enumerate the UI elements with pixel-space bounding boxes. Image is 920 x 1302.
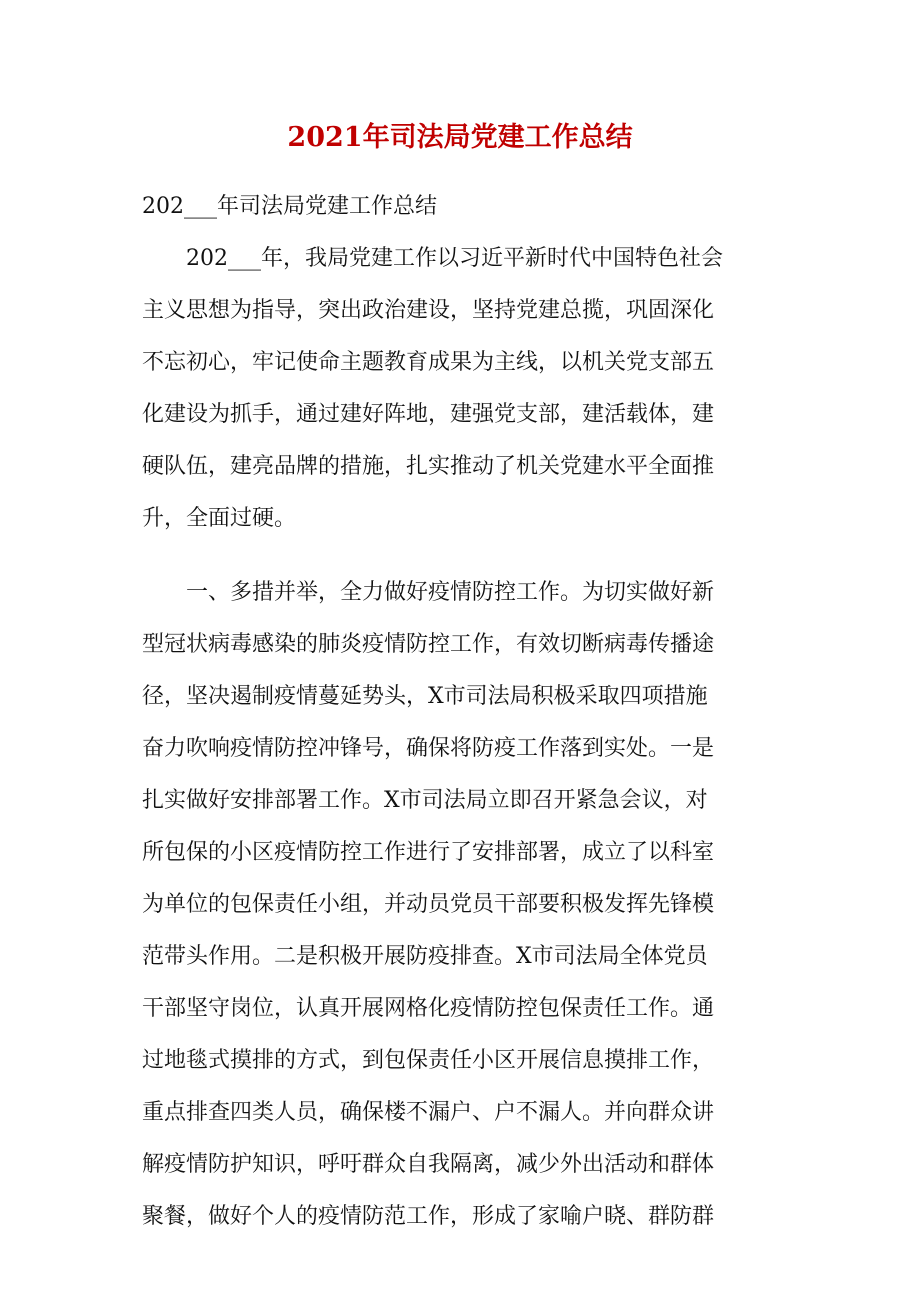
paragraph-line: 过地毯式摸排的方式，到包保责任小区开展信息摸排工作， [142, 1048, 715, 1073]
paragraph-line: 化建设为抓手，通过建好阵地，建强党支部，建活载体，建 [142, 402, 715, 427]
paragraph-line: 奋力吹响疫情防控冲锋号，确保将防疫工作落到实处。一是 [142, 736, 715, 761]
document-subtitle [142, 181, 782, 233]
paragraph-line: 径，坚决遏制疫情蔓延势头，X市司法局积极采取四项措施 [142, 684, 708, 709]
paragraph-line: 202___年，我局党建工作以习近平新时代中国特色社会 [186, 246, 723, 271]
paragraph-line: 硬队伍，建亮品牌的措施，扎实推动了机关党建水平全面推 [142, 454, 715, 479]
paragraph-line: 所包保的小区疫情防控工作进行了安排部署，成立了以科室 [142, 840, 715, 865]
paragraph-line: 主义思想为指导，突出政治建设，坚持党建总揽，巩固深化 [142, 298, 715, 323]
paragraph-epidemic-control [142, 567, 782, 1243]
document-title: 2021年司法局党建工作总结 [287, 122, 633, 153]
paragraph-line: 解疫情防护知识，呼吁群众自我隔离，减少外出活动和群体 [142, 1152, 715, 1177]
paragraph-line: 重点排查四类人员，确保楼不漏户、户不漏人。并向群众讲 [142, 1100, 715, 1125]
paragraph-line: 型冠状病毒感染的肺炎疫情防控工作，有效切断病毒传播途 [142, 632, 715, 657]
paragraph-line: 升，全面过硬。 [142, 506, 297, 531]
paragraph-line: 一、多措并举，全力做好疫情防控工作。为切实做好新 [186, 580, 715, 605]
paragraph-line: 扎实做好安排部署工作。X市司法局立即召开紧急会议，对 [142, 788, 708, 813]
subtitle-line: 202___年司法局党建工作总结 [142, 194, 437, 219]
paragraph-line: 范带头作用。二是积极开展防疫排查。X市司法局全体党员 [142, 944, 708, 969]
paragraph-line: 为单位的包保责任小组，并动员党员干部要积极发挥先锋模 [142, 892, 715, 917]
paragraph-line: 聚餐，做好个人的疫情防范工作，形成了家喻户晓、群防群 [142, 1204, 715, 1229]
paragraph-intro [142, 233, 782, 545]
paragraph-line: 不忘初心，牢记使命主题教育成果为主线，以机关党支部五 [142, 350, 715, 375]
paragraph-line: 干部坚守岗位，认真开展网格化疫情防控包保责任工作。通 [142, 996, 715, 1021]
